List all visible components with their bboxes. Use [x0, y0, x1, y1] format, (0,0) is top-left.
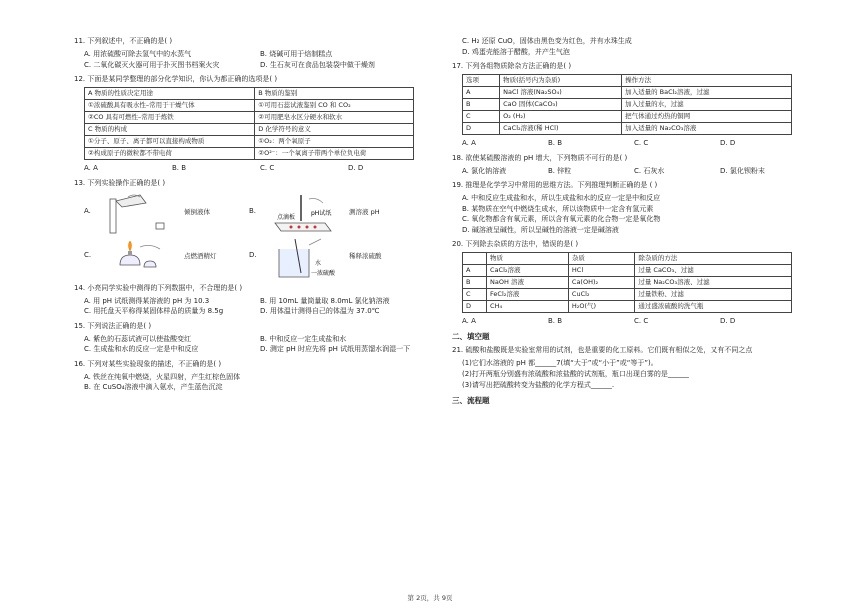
- option-c[interactable]: C. C: [634, 317, 649, 325]
- option-b[interactable]: B. 锌粒: [548, 166, 572, 175]
- option-d[interactable]: D. 测定 pH 时应先将 pH 试纸用蒸馏水润湿一下: [260, 345, 411, 353]
- table-cell: B 物质的鉴别: [255, 88, 414, 100]
- option-c[interactable]: C. C: [260, 164, 275, 172]
- table-cell: FeCl₂溶液: [487, 289, 569, 301]
- section-heading-flow: 三、流程题: [452, 395, 490, 405]
- option-c[interactable]: C. 生成盐和水的反应一定是中和反应: [84, 345, 199, 353]
- table-cell: 除杂质的方法: [635, 253, 792, 265]
- knowledge-table: [84, 87, 414, 160]
- options: [74, 163, 426, 174]
- table-row: [85, 124, 414, 136]
- options: [452, 316, 796, 327]
- table-cell: 过量 CaCO₃、过滤: [635, 265, 792, 277]
- option-letter: C.: [84, 250, 92, 259]
- question-16: [74, 359, 426, 393]
- conc-acid-label: 一浓硫酸: [311, 269, 336, 277]
- page-footer: 第 2页，共 9页: [407, 594, 453, 602]
- table-cell: 加入过量的水，过滤: [622, 99, 792, 111]
- table-cell: CH₄: [487, 301, 569, 313]
- table-row: [463, 123, 792, 135]
- option-d[interactable]: D. D: [720, 139, 736, 147]
- table-cell: 物质: [487, 253, 569, 265]
- ph-paper-label: pH试纸: [311, 209, 332, 217]
- table-cell: 过量 Na₂CO₃溶液、过滤: [635, 277, 792, 289]
- question-stem: 19. 推理是化学学习中常用的思维方法。下列推理判断正确的是 ( ): [452, 181, 658, 189]
- lab-option-b[interactable]: [249, 191, 414, 235]
- option-b[interactable]: B. B: [172, 164, 187, 172]
- spot-plate-label: 点滴板: [277, 213, 296, 221]
- pouring-liquid-figure: [100, 193, 180, 235]
- option-a[interactable]: A. A: [462, 139, 476, 147]
- options: [452, 138, 796, 149]
- question-stem: 15. 下列说法正确的是( ): [74, 321, 152, 330]
- sub-question-3[interactable]: (3)请写出把硫酸转变为盐酸的化学方程式______.: [462, 380, 615, 389]
- question-20: [452, 239, 796, 327]
- option-d[interactable]: D. 碱溶液呈碱性，所以呈碱性的溶液一定是碱溶液: [462, 225, 619, 234]
- table-cell: Ca(OH)₂: [568, 277, 634, 289]
- lab-option-d[interactable]: [249, 235, 414, 279]
- table-row: [463, 277, 792, 289]
- table-cell: ①可用石蕊试液鉴别 CO 和 CO₂: [255, 100, 414, 112]
- question-19: [452, 180, 796, 235]
- option-d[interactable]: D. 生石灰可在食品包装袋中做干燥剂: [260, 60, 375, 69]
- table-row: [85, 88, 414, 100]
- table-cell: ②O²⁻：一个氧离子带两个单位负电荷: [255, 148, 414, 160]
- table-row: [463, 75, 792, 87]
- table-cell: 通过盛浓硫酸的洗气瓶: [635, 301, 792, 313]
- question-15: [74, 321, 426, 355]
- table-cell: D: [463, 123, 500, 135]
- table-cell: CaO 固体(CaCO₃): [500, 99, 622, 111]
- option-a[interactable]: A. 氯化钠溶液: [462, 166, 507, 175]
- table-row: [463, 253, 792, 265]
- table-cell: A: [463, 87, 500, 99]
- option-d[interactable]: D. 鸡蛋壳能溶于醋酸，并产生气泡: [462, 47, 570, 56]
- table-row: [463, 99, 792, 111]
- option-c[interactable]: C. 二氧化碳灭火器可用于扑灭图书档案火灾: [84, 60, 220, 69]
- table-row: [85, 100, 414, 112]
- table-cell: CaCl₂溶液: [487, 265, 569, 277]
- table-cell: 把气体通过灼热的铜网: [622, 111, 792, 123]
- caption: 稀释浓硫酸: [349, 251, 382, 260]
- question-stem: 14. 小亮同学实验中测得的下列数据中，不合理的是( ): [74, 283, 243, 292]
- question-stem: 21. 硫酸和盐酸既是实验室常用的试剂，也是重要的化工原料。它们既有相似之处，又有不同之点: [452, 345, 753, 354]
- table-cell: 过量铁粉、过滤: [635, 289, 792, 301]
- table-row: [463, 289, 792, 301]
- table-cell: ①O₂：两个氧原子: [255, 136, 414, 148]
- ph-test-figure: [265, 193, 345, 235]
- lab-option-a[interactable]: [84, 191, 249, 235]
- table-cell: 选项: [463, 75, 500, 87]
- question-21: [452, 345, 796, 391]
- table-cell: 加入适量的 BaCl₂溶液，过滤: [622, 87, 792, 99]
- table-cell: C: [463, 111, 500, 123]
- table-cell: 加入适量的 Na₂CO₃溶液: [622, 123, 792, 135]
- question-stem: 11. 下列叙述中，不正确的是( ): [74, 37, 173, 45]
- impurity-removal-table: [462, 252, 792, 313]
- option-b[interactable]: B. 烧碱可用于焙制糕点: [260, 50, 333, 58]
- question-stem: 13. 下列实验操作正确的是( ): [74, 178, 166, 187]
- question-stem: 17. 下列各组物质除杂方法正确的是( ): [452, 62, 572, 70]
- table-row: [85, 136, 414, 148]
- question-17: [452, 61, 796, 149]
- table-cell: H₂O(气): [568, 301, 634, 313]
- caption: 倾倒液体: [184, 207, 210, 216]
- sub-question-2[interactable]: (2)打开两瓶分别盛有浓硫酸和浓盐酸的试剂瓶，瓶口出现白雾的是______: [462, 369, 689, 378]
- options: [74, 334, 426, 355]
- option-d[interactable]: D. D: [720, 317, 736, 325]
- table-cell: ②构成原子的微粒都不带电荷: [85, 148, 255, 160]
- options: [452, 166, 796, 177]
- option-letter: D.: [249, 250, 257, 259]
- option-c[interactable]: C. H₂ 还原 CuO，固体由黑色变为红色，并有水珠生成: [462, 37, 632, 45]
- lab-figures: [84, 191, 414, 279]
- option-a[interactable]: A. 紫色的石蕊试液可以使盐酸变红: [84, 334, 192, 343]
- options: [74, 49, 426, 70]
- option-b[interactable]: B. B: [548, 317, 563, 325]
- table-cell: D 化学符号的意义: [255, 124, 414, 136]
- impurity-table: [462, 74, 792, 135]
- question-16-continued: [452, 36, 796, 57]
- option-a[interactable]: A. A: [462, 317, 476, 325]
- table-row: [463, 111, 792, 123]
- option-a[interactable]: A. A: [84, 164, 98, 172]
- sub-question-1[interactable]: (1)它们水溶液的 pH 都______7(填“大于”或“小于”或“等于”)。: [462, 358, 658, 367]
- option-a[interactable]: A. 铁丝在纯氧中燃烧，火星四射，产生红棕色固体: [84, 372, 241, 381]
- option-b[interactable]: B. 中和反应一定生成盐和水: [260, 334, 347, 343]
- option-d[interactable]: D. D: [348, 164, 364, 172]
- question-13: [74, 178, 426, 279]
- caption: 点燃酒精灯: [184, 251, 217, 260]
- table-row: [463, 265, 792, 277]
- option-d[interactable]: D. 用体温计测得自己的体温为 37.0℃: [260, 307, 380, 315]
- option-c[interactable]: C. C: [634, 139, 649, 147]
- caption: 测溶液 pH: [349, 207, 380, 216]
- option-d[interactable]: D. 氯化钡粉末: [720, 166, 765, 175]
- table-cell: 物质(括号内为杂质): [500, 75, 622, 87]
- question-12: [74, 74, 426, 174]
- question-18: [452, 153, 796, 177]
- table-cell: HCl: [568, 265, 634, 277]
- question-stem: 18. 欲使某硫酸溶液的 pH 增大，下列物质不可行的是( ): [452, 153, 628, 162]
- option-letter: B.: [249, 206, 257, 215]
- option-a[interactable]: A. 用浓硫酸可除去氢气中的水蒸气: [84, 50, 192, 58]
- alcohol-lamp-figure: [100, 237, 180, 279]
- table-cell: C: [463, 289, 487, 301]
- table-cell: NaCl 溶液(Na₂SO₄): [500, 87, 622, 99]
- table-cell: O₂ (H₂): [500, 111, 622, 123]
- option-b[interactable]: B. 某物质在空气中燃烧生成水，所以该物质中一定含有氢元素: [462, 204, 654, 213]
- option-b[interactable]: B. 用 10mL 量筒量取 8.0mL 氯化钠溶液: [260, 296, 390, 305]
- option-c[interactable]: C. 氧化物都含有氧元素，所以含有氧元素的化合物一定是氧化物: [462, 215, 661, 223]
- table-cell: [463, 253, 487, 265]
- question-stem: 20. 下列除去杂质的方法中，错误的是( ): [452, 240, 579, 248]
- left-column: [74, 36, 426, 397]
- question-14: [74, 283, 426, 317]
- section-heading-fill-in: 二、填空题: [452, 331, 490, 341]
- water-label: 水: [315, 259, 322, 267]
- question-11: [74, 36, 426, 70]
- table-cell: ①分子、原子、离子都可以直接构成物质: [85, 136, 255, 148]
- table-row: [85, 148, 414, 160]
- table-row: [85, 112, 414, 124]
- table-cell: A 物质的性质决定用途: [85, 88, 255, 100]
- table-cell: ②CO 具有可燃性–常用于炼铁: [85, 112, 255, 124]
- options: [74, 296, 426, 317]
- table-row: [463, 87, 792, 99]
- options: [452, 193, 796, 235]
- options: [74, 372, 426, 393]
- table-cell: D: [463, 301, 487, 313]
- question-stem: 16. 下列对某些实验现象的描述，不正确的是( ): [74, 359, 222, 368]
- option-c[interactable]: C. 用托盘天平称得某固体样品的质量为 8.5g: [84, 307, 224, 315]
- option-letter: A.: [84, 206, 91, 215]
- table-cell: CuCl₂: [568, 289, 634, 301]
- table-cell: 操作方法: [622, 75, 792, 87]
- option-a[interactable]: A. 中和反应生成盐和水，所以生成盐和水的反应一定是中和反应: [462, 194, 661, 202]
- table-cell: NaOH 溶液: [487, 277, 569, 289]
- question-stem: 12. 下面是某同学整理的部分化学知识，你认为都正确的选项是( ): [74, 75, 278, 83]
- table-cell: CaCl₂溶液(稀 HCl): [500, 123, 622, 135]
- options: [452, 36, 796, 57]
- right-column: [452, 36, 796, 409]
- option-a[interactable]: A. 用 pH 试纸测得某溶液的 pH 为 10.3: [84, 296, 210, 305]
- table-cell: B: [463, 277, 487, 289]
- option-b[interactable]: B. B: [548, 139, 563, 147]
- table-cell: B: [463, 99, 500, 111]
- table-row: [463, 301, 792, 313]
- table-cell: A: [463, 265, 487, 277]
- table-cell: C 物质的构成: [85, 124, 255, 136]
- table-cell: 杂质: [568, 253, 634, 265]
- table-cell: ②可用肥皂水区分硬水和软水: [255, 112, 414, 124]
- lab-option-c[interactable]: [84, 235, 249, 279]
- dilute-acid-figure: [265, 237, 345, 279]
- option-b[interactable]: B. 在 CuSO₄溶液中滴入氨水，产生蓝色沉淀: [84, 383, 223, 391]
- table-cell: ①浓硫酸具有吸水性–常用于干燥气体: [85, 100, 255, 112]
- option-c[interactable]: C. 石灰水: [634, 166, 665, 175]
